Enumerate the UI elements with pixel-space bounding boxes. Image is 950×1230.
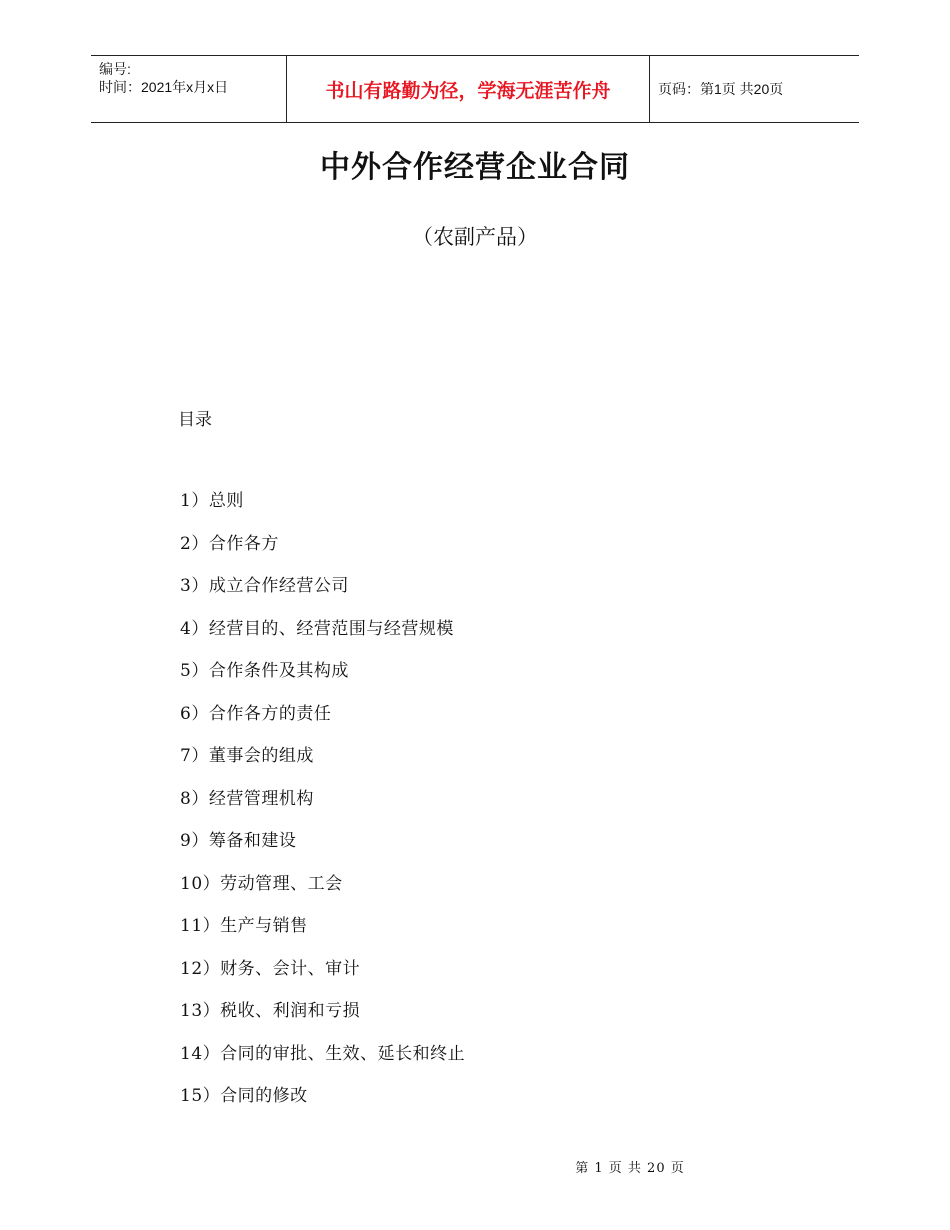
toc-item: 11）生产与销售: [180, 916, 308, 936]
toc-item: 3）成立合作经营公司: [180, 576, 349, 596]
toc-item: 7）董事会的组成: [180, 746, 314, 766]
document-number-label: 编号:: [99, 61, 131, 77]
page-header: [91, 55, 859, 123]
toc-item: 4）经营目的、经营范围与经营规模: [180, 618, 454, 639]
toc-item: 13）税收、利润和亏损: [180, 1001, 361, 1021]
header-page-info: 页码：第1页 共20页: [658, 81, 784, 97]
document-date: 时间：2021年x月x日: [99, 79, 229, 95]
header-meta: [99, 60, 228, 96]
toc-item: 9）筹备和建设: [180, 831, 297, 851]
toc-heading: 目录: [178, 410, 212, 430]
document-title: 中外合作经营企业合同: [320, 150, 630, 185]
toc-item: 10）劳动管理、工会: [180, 873, 343, 894]
toc-item: 15）合同的修改: [180, 1086, 308, 1106]
toc-item: 14）合同的审批、生效、延长和终止: [180, 1043, 466, 1064]
header-motto: 书山有路勤为径，学海无涯苦作舟: [286, 56, 650, 122]
toc-item: 8）经营管理机构: [180, 788, 314, 809]
document-subtitle: （农副产品）: [412, 225, 538, 249]
toc-item: 6）合作各方的责任: [180, 703, 332, 724]
toc-item: 2）合作各方: [180, 533, 279, 554]
toc-item: 5）合作条件及其构成: [180, 661, 349, 681]
toc-item: 12）财务、会计、审计: [180, 958, 361, 979]
toc-item: 1）总则: [180, 491, 244, 511]
page-footer: 第 1 页 共 20 页: [575, 1161, 685, 1176]
table-of-contents: [180, 488, 465, 1126]
